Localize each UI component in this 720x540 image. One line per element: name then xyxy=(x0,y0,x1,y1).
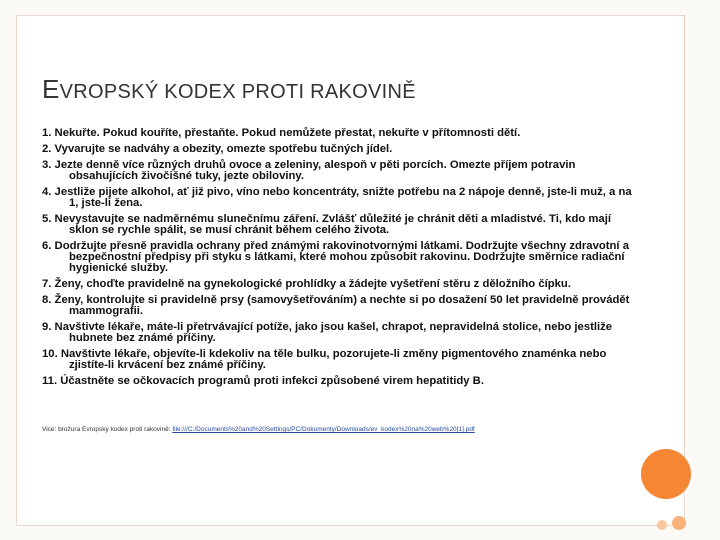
recommendation-list xyxy=(42,128,642,392)
list-item: 2. Vyvarujte se nadváhy a obezity, omezte spotřebu tučných jídel. xyxy=(42,143,393,155)
list-item: 6. Dodržujte přesně pravidla ochrany před známými rakovinotvornými látkami. Dodržujte všechny zdravotní a bezpečnostní předpisy při styku s látkami, které mohou způsobit rakovinu. Dodržujte směrnice radiační hygienické služby. xyxy=(42,240,629,274)
list-item: 11. Účastněte se očkovacích programů proti infekci způsobené virem hepatitidy B. xyxy=(42,375,484,387)
slide-title xyxy=(42,74,416,105)
list-item: 5. Nevystavujte se nadměrnému slunečnímu záření. Zvlášť důležité je chránit děti a mladistvé. Ti, kdo mají sklon se rychle spálit, se musí chránit během celého života. xyxy=(42,213,611,236)
decorative-circle-large xyxy=(641,449,691,499)
decorative-circle-small xyxy=(672,516,686,530)
list-item: 10. Navštivte lékaře, objevíte-li kdekoliv na těle bulku, pozorujete-li změny pigmentového znaménka nebo zjistíte-li krvácení bez známé příčiny. xyxy=(42,348,607,371)
list-item: 8. Ženy, kontrolujte si pravidelně prsy (samovyšetřováním) a nechte si po dosažení 50 let pravidelně provádět mammografii. xyxy=(42,294,630,317)
list-item: 4. Jestliže pijete alkohol, ať již pivo, víno nebo koncentráty, snižte potřebu na 2 nápoje denně, jste-li muž, a na 1, jste-li žena. xyxy=(42,186,632,209)
list-item: 9. Navštivte lékaře, máte-li přetrvávající potíže, jako jsou kašel, chrapot, nepravidelná stolice, nebo jestliže hubnete bez známé příčiny. xyxy=(42,321,613,344)
decorative-circle-small xyxy=(657,520,667,530)
slide-edge-line xyxy=(684,15,685,447)
source-note xyxy=(42,426,475,433)
title-rest: VROPSKÝ KODEX PROTI RAKOVINĚ xyxy=(59,81,416,103)
list-item: 7. Ženy, choďte pravidelně na gynekologické prohlídky a žádejte vyšetření stěru z děložního čípku. xyxy=(42,278,571,290)
list-item: 3. Jezte denně více různých druhů ovoce a zeleniny, alespoň v pěti porcích. Omezte příjem potravin obsahujících živočišné tuky, jezte obiloviny. xyxy=(42,159,576,182)
source-link[interactable]: file:///C:/Documents%20and%20Settings/PC/Dokumenty/Downloads/ev_kodex%20na%20web%20[1].pdf xyxy=(172,426,475,433)
source-label: Vice: brožura Evropský kodex proti rakovině: xyxy=(42,426,173,433)
title-first-letter: E xyxy=(42,74,60,104)
list-item: 1. Nekuřte. Pokud kouříte, přestaňte. Pokud nemůžete přestat, nekuřte v přítomnosti dětí. xyxy=(42,127,521,139)
